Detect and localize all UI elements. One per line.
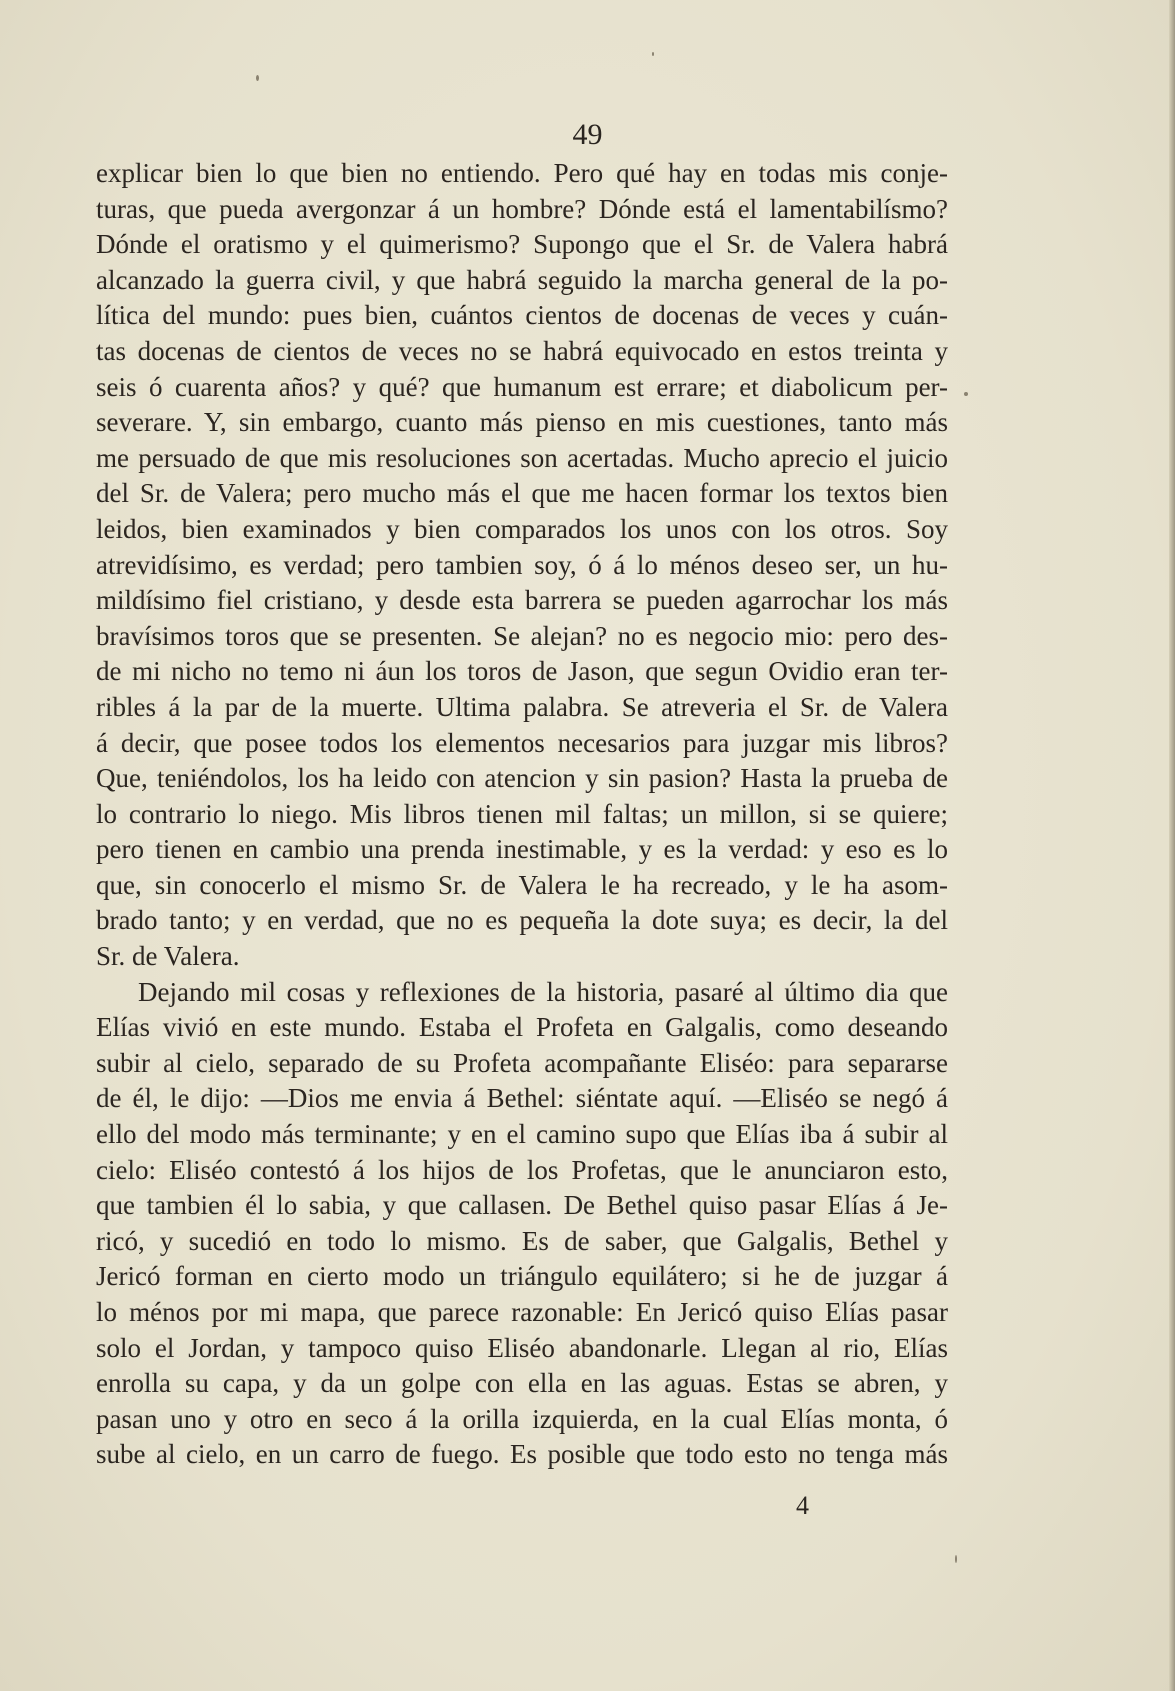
text-line: subir al cielo, separado de su Profeta acompañante Eliséo: para separarse bbox=[96, 1047, 948, 1078]
signature-mark: 4 bbox=[796, 1491, 809, 1520]
paragraph-last-line: Sr. de Valera. bbox=[96, 941, 240, 972]
text-line: Jericó forman en cierto modo un triángulo equilátero; si he de juzgar á bbox=[96, 1261, 948, 1292]
text-line: seis ó cuarenta años? y qué? que humanum est errare; et diabolicum per- bbox=[96, 371, 948, 402]
text-line: brado tanto; y en verdad, que no es pequeña la dote suya; es decir, la del bbox=[96, 905, 948, 936]
text-line: severare. Y, sin embargo, cuanto más pienso en mis cuestiones, tanto más bbox=[96, 407, 948, 438]
paper-speck bbox=[652, 52, 654, 56]
text-line: solo el Jordan, y tampoco quiso Eliséo abandonarle. Llegan al rio, Elías bbox=[96, 1332, 948, 1363]
text-line: turas, que pueda avergonzar á un hombre? Dónde está el lamentabilísmo? bbox=[96, 193, 948, 224]
text-line: tas docenas de cientos de veces no se habrá equivocado en estos treinta y bbox=[96, 335, 948, 366]
paper-speck bbox=[955, 1555, 957, 1563]
text-line: pasan uno y otro en seco á la orilla izquierda, en la cual Elías monta, ó bbox=[96, 1403, 948, 1434]
paper-speck bbox=[964, 392, 968, 396]
text-line: ello del modo más terminante; y en el camino supo que Elías iba á subir al bbox=[96, 1119, 948, 1150]
text-line: mildísimo fiel cristiano, y desde esta barrera se pueden agarrochar los más bbox=[96, 585, 948, 616]
text-line: Dónde el oratismo y el quimerismo? Supongo que el Sr. de Valera habrá bbox=[96, 229, 948, 260]
text-line: que, sin conocerlo el mismo Sr. de Valera le ha recreado, y le ha asom- bbox=[96, 869, 948, 900]
page-number: 49 bbox=[572, 118, 603, 151]
text-line: lítica del mundo: pues bien, cuántos cientos de docenas de veces y cuán- bbox=[96, 300, 948, 331]
text-line: ribles á la par de la muerte. Ultima palabra. Se atreveria el Sr. de Valera bbox=[96, 691, 948, 722]
text-line: pero tienen en cambio una prenda inestimable, y es la verdad: y eso es lo bbox=[96, 834, 948, 865]
paper-speck bbox=[256, 75, 259, 81]
text-line: á decir, que posee todos los elementos necesarios para juzgar mis libros? bbox=[96, 727, 948, 758]
text-line: alcanzado la guerra civil, y que habrá seguido la marcha general de la po- bbox=[96, 264, 948, 295]
text-line: sube al cielo, en un carro de fuego. Es posible que todo esto no tenga más bbox=[96, 1439, 948, 1470]
text-line: que tambien él lo sabia, y que callasen. De Bethel quiso pasar Elías á Je- bbox=[96, 1190, 948, 1221]
paragraph-first-line: Dejando mil cosas y reflexiones de la historia, pasaré al último dia que bbox=[138, 976, 948, 1007]
text-line: enrolla su capa, y da un golpe con ella en las aguas. Estas se abren, y bbox=[96, 1368, 948, 1399]
text-line: explicar bien lo que bien no entiendo. Pero qué hay en todas mis conje- bbox=[96, 158, 948, 188]
text-line: del Sr. de Valera; pero mucho más el que me hacen formar los textos bien bbox=[96, 478, 948, 509]
page-edge bbox=[1169, 0, 1175, 1691]
text-line: Elías vivió en este mundo. Estaba el Profeta en Galgalis, como deseando bbox=[96, 1012, 948, 1043]
text-line: cielo: Eliséo contestó á los hijos de los Profetas, que le anunciaron esto, bbox=[96, 1154, 948, 1185]
text-line: me persuado de que mis resoluciones son acertadas. Mucho aprecio el juicio bbox=[96, 442, 948, 473]
text-line: Que, teniéndolos, los ha leido con atencion y sin pasion? Hasta la prueba de bbox=[96, 763, 948, 794]
text-line: lo ménos por mi mapa, que parece razonable: En Jericó quiso Elías pasar bbox=[96, 1297, 948, 1327]
text-line: de él, le dijo: —Dios me envia á Bethel: siéntate aquí. —Eliséo se negó á bbox=[96, 1083, 948, 1114]
text-line: ricó, y sucedió en todo lo mismo. Es de saber, que Galgalis, Bethel y bbox=[96, 1225, 948, 1256]
text-line: atrevidísimo, es verdad; pero tambien soy, ó á lo ménos deseo ser, un hu- bbox=[96, 549, 948, 580]
text-line: de mi nicho no temo ni áun los toros de Jason, que segun Ovidio eran ter- bbox=[96, 656, 948, 687]
text-line: lo contrario lo niego. Mis libros tienen mil faltas; un millon, si se quiere; bbox=[96, 798, 948, 829]
text-line: leidos, bien examinados y bien comparados los unos con los otros. Soy bbox=[96, 513, 948, 544]
body-text bbox=[96, 156, 948, 1473]
text-line: bravísimos toros que se presenten. Se alejan? no es negocio mio: pero des- bbox=[96, 620, 948, 651]
